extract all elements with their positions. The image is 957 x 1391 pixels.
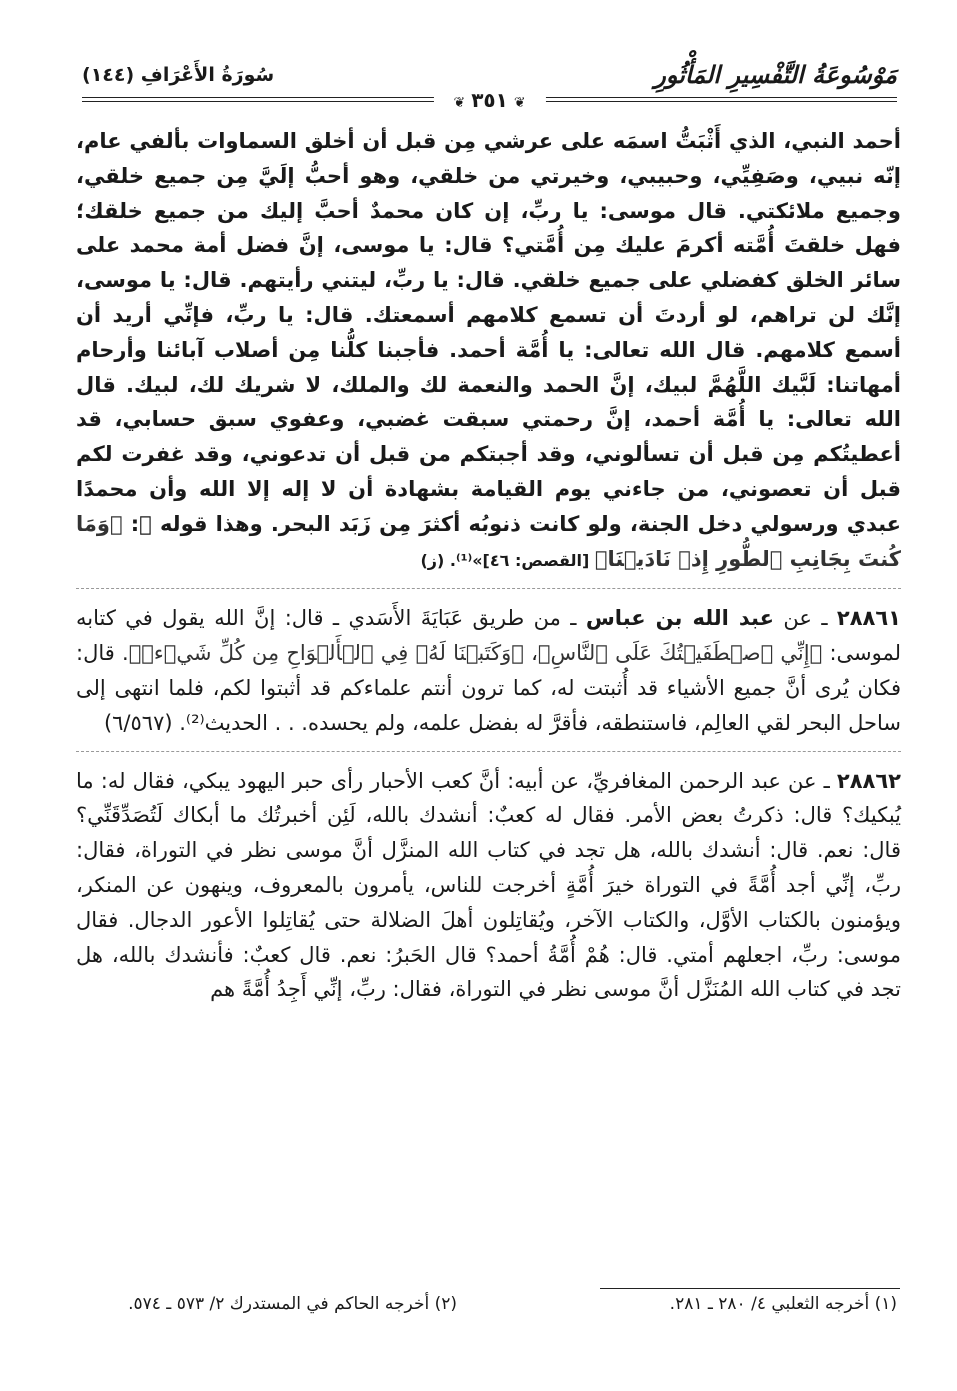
footnote-1: (١) أخرجه الثعلبي ٤/ ٢٨٠ ـ ٢٨١.: [669, 1294, 897, 1314]
page-header: [82, 60, 897, 110]
paragraph-continued: [76, 124, 901, 578]
surah-label: سُورَةُ الأَعْرَافِ (١٤٤): [82, 64, 275, 86]
hadith-number: ٢٨٨٦٢: [836, 768, 901, 793]
hadith-text: ـ من طريق عَبَايَةَ الأَسَدي ـ قال: إنَّ الله يقول في كتابه لموسى:: [76, 606, 902, 666]
section-divider: [76, 588, 901, 589]
footnote-2: (٢) أخرجه الحاكم في المستدرك ٢/ ٥٧٣ ـ ٥٧٤.: [128, 1294, 457, 1314]
hadith-entry-28861: [76, 601, 901, 740]
ornament-right-icon: ❦: [513, 95, 526, 111]
hadith-text-separator: ،: [523, 641, 538, 666]
page-number: [433, 88, 545, 112]
ornament-left-icon: ❦: [453, 95, 466, 111]
footnotes: [82, 1294, 897, 1324]
hadith-number: ٢٨٨٦١: [836, 606, 901, 631]
hadith-dash: ـ عن: [773, 606, 837, 631]
paragraph-text: أحمد النبي، الذي أَثْبَتُّ اسمَه على عرشي مِن قبل أن أخلق السماوات بألفي عام، إنّه نبيي، وصَفِيِّي، وحبيبي، وخيرتي من خلقي، وهو أحبُّ إلَيَّ مِن جميع خلقي، وجميع ملائكتي. قال موسى: يا ربِّ، إن كان محمدٌ أحبَّ إليك من جميع خلقك؛ فهل خلقتَ أُمَّته أكرمَ عليك مِن أُمَّتي؟ قال: يا موسى، إنَّ فضل أمة محمد على سائر الخلق كفضلي على جميع خلقي. قال: يا ربِّ، ليتني رأيتهم. قال: يا موسى، إنَّك لن تراهم، لو أردتَ أن تسمع كلامهم أسمعتك. قال: يا ربِّ، فإنِّي أريد أن أسمع كلامهم. قال الله تعالى: يا أُمَّة أحمد. فأجبنا كلُّنا مِن أصلاب آبائنا وأرحام أمهاتنا: لَبَّيك اللَّهُمَّ لبيك، إنَّ الحمد والنعمة لك والملك، لا شريك لك، لبيك. قال الله تعالى: يا أُمَّة أحمد، إنَّ رحمتي سبقت غضبي، وعفوي سبق حسابي، قد أعطيتُكم مِن قبل أن تسألوني، وقد أجبتكم من قبل أن تدعوني، وقد غفرت لكم قبل أن تعصوني، من جاءني يوم القيامة بشهادة أن لا إله إلا الله وأن محمدًا عبدي ورسولي دخل الجنة، ولو كانت ذنوبُه أكثرَ مِن زَبَد البحر. وهذا قوله ﷺ:: [76, 129, 901, 536]
hadith-text: . قال: فكان يُرى أنَّ جميع الأشياء قد أُثبتت له، كما ترون أنتم علماءكم قد أثبتوا لكم، فلما انتهى إلى ساحل البحر لقي العالِم، فاستنطقه، فأقرَّ له بفضل علمه، ولم يحسده. . . الحديث⁽²⁾. (٦/٥٦٧): [76, 641, 901, 735]
hadith-text: ـ عن عبد الرحمن المغافريِّ، عن أبيه: أنَّ كعب الأحبار رأى حبر اليهود يبكي، فقال له: ما يُبكيك؟ قال: ذكرتُ بعض الأمر. فقال له كعبٌ: أنشدك بالله، لَئِن أخبرتُك ما أبكاك لَتُصَدِّقَنِّي؟ قال: نعم. قال: أنشدك بالله، هل تجد في كتاب الله المنزَّل أنَّ موسى نظر في التوراة، فقال: ربِّ، إنِّي أجد أُمَّةً في التوراة خيرَ أُمَّةٍ أخرجت للناس، يأمرون بالمعروف، وينهون عن المنكر، ويؤمنون بالكتاب الأوَّل، والكتاب الآخر، ويُقاتِلون أهلَ الضلالة حتى يُقاتِلوا الأعور الدجال. فقال موسى: ربِّ، اجعلهم أمتي. قال: هُمْ أُمَّةُ أحمد؟ قال الحَبرُ: نعم. قال كعبٌ: فأنشدك بالله، هل تجد في كتاب الله المُنَزَّل أنَّ موسى نظر في التوراة، فقال: ربِّ، إنِّي أَجِدُ أُمَّةً هم: [76, 768, 901, 1002]
quran-verse: ﴿وَكَتَبۡنَا لَهُۥ فِي ٱلۡأَلۡوَاحِ مِن كُلِّ شَيۡءٖ﴾: [128, 641, 524, 666]
page-number-value: ٣٥١: [471, 88, 508, 112]
verse-reference: [القصص: ٤٦]»⁽¹⁾. (ز): [420, 550, 595, 570]
series-title: مَوْسُوعَةُ التَّفْسِيرِ المَأْثُورِ: [654, 60, 897, 89]
footnote-rule: [600, 1288, 900, 1289]
quran-verse: ﴿إِنِّي ٱصۡطَفَيۡتُكَ عَلَى ٱلنَّاسِ﴾: [537, 641, 823, 666]
narrator-name: عبد الله بن عباس: [585, 606, 774, 631]
section-divider: [76, 751, 901, 752]
hadith-entry-28862: [76, 764, 901, 1008]
quran-verse: ﴿وَمَا كُنتَ بِجَانِبِ ٱلطُّورِ إِذۡ نَادَيۡنَا﴾: [76, 511, 901, 571]
page-body: [76, 124, 901, 1007]
